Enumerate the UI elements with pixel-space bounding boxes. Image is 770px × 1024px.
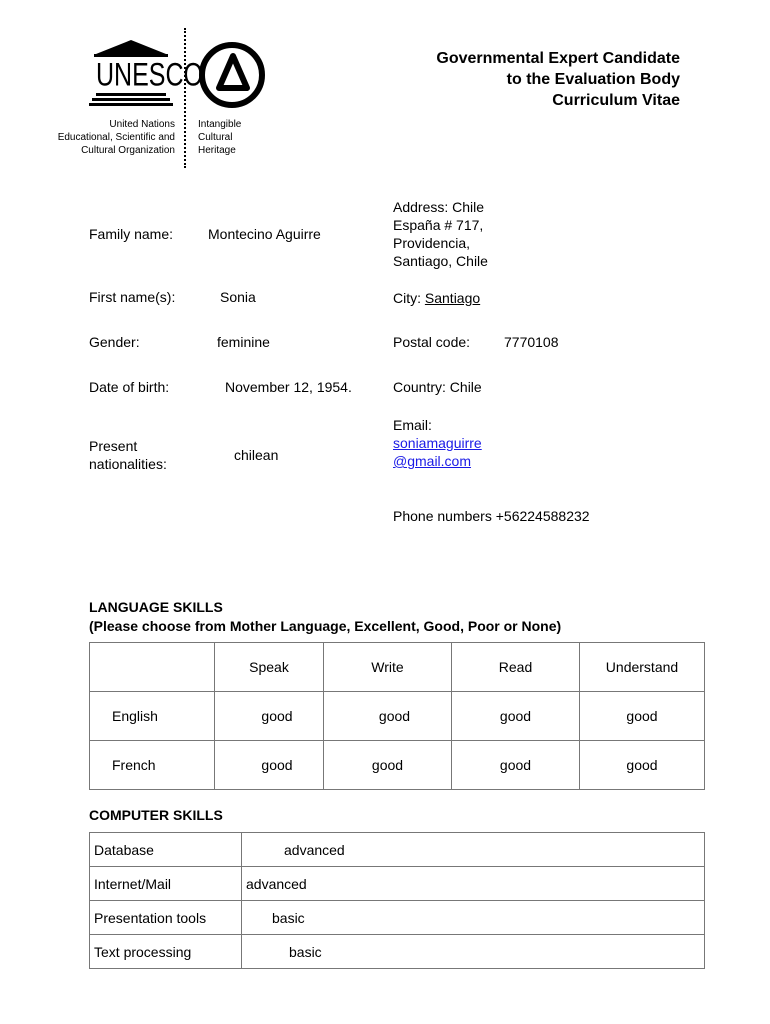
table-cell: good — [324, 692, 452, 741]
table-row — [90, 935, 705, 969]
email-link[interactable]: soniamaguirre — [393, 435, 482, 451]
language-skills-table — [89, 642, 705, 790]
unesco-wordmark: UNESCO — [96, 56, 203, 94]
table-cell: advanced — [242, 833, 705, 867]
first-name-label: First name(s): — [89, 289, 176, 305]
table-cell: good — [452, 692, 580, 741]
family-name-value: Montecino Aguirre — [208, 226, 321, 242]
table-row — [90, 867, 705, 901]
table-cell: advanced — [242, 867, 705, 901]
document-title: Governmental Expert Candidate to the Evaluation Body Curriculum Vitae — [436, 50, 680, 109]
computer-skills-table — [89, 832, 705, 969]
postal-code-value: 7770108 — [504, 334, 559, 350]
table-row — [90, 692, 705, 741]
intangible-heritage-logo — [197, 40, 267, 110]
gender-value: feminine — [217, 334, 270, 350]
family-name-label: Family name: — [89, 226, 174, 242]
language-skills-heading: LANGUAGE SKILLS (Please choose from Mother Language, Excellent, Good, Poor or None) — [89, 599, 562, 634]
table-cell: Presentation tools — [90, 901, 242, 935]
unesco-caption: United Nations Educational, Scientific and Cultural Organization — [57, 119, 175, 156]
table-cell: good — [215, 741, 324, 790]
logo-divider — [184, 28, 186, 168]
table-row — [90, 901, 705, 935]
first-name-value: Sonia — [220, 289, 256, 305]
dob-label: Date of birth: — [89, 379, 170, 395]
email-block — [393, 416, 482, 470]
address-block: Address: Chile España # 717, Providencia, Santiago, Chile — [393, 199, 488, 269]
city-label: City: — [393, 290, 421, 306]
table-cell: basic — [242, 901, 705, 935]
table-header-cell: Write — [324, 643, 452, 692]
table-cell: good — [452, 741, 580, 790]
table-header-row — [90, 643, 705, 692]
table-cell: good — [324, 741, 452, 790]
table-row — [90, 833, 705, 867]
table-cell: good — [215, 692, 324, 741]
table-cell: French — [90, 741, 215, 790]
table-header-cell: Understand — [580, 643, 705, 692]
nationality-label: Present nationalities: — [89, 438, 167, 472]
table-cell: Text processing — [90, 935, 242, 969]
dob-value: November 12, 1954. — [225, 379, 352, 395]
email-link-domain[interactable]: @gmail.com — [393, 453, 472, 469]
unesco-logo — [88, 38, 203, 108]
table-cell: good — [580, 692, 705, 741]
intangible-heritage-caption: Intangible Cultural Heritage — [198, 119, 242, 156]
table-cell: Internet/Mail — [90, 867, 242, 901]
table-cell: English — [90, 692, 215, 741]
table-row — [90, 741, 705, 790]
city-value: Santiago — [424, 290, 481, 306]
email-label: Email: — [393, 417, 432, 433]
table-cell: Database — [90, 833, 242, 867]
phone-field: Phone numbers +56224588232 — [393, 508, 590, 524]
table-header-cell — [90, 643, 215, 692]
computer-skills-heading: COMPUTER SKILLS — [89, 807, 223, 823]
table-cell: good — [580, 741, 705, 790]
city-field — [393, 290, 480, 306]
table-header-cell: Read — [452, 643, 580, 692]
gender-label: Gender: — [89, 334, 140, 350]
postal-code-label: Postal code: — [393, 334, 471, 350]
country-field: Country: Chile — [393, 379, 482, 395]
table-cell: basic — [242, 935, 705, 969]
table-header-cell: Speak — [215, 643, 324, 692]
nationality-value: chilean — [234, 447, 279, 463]
